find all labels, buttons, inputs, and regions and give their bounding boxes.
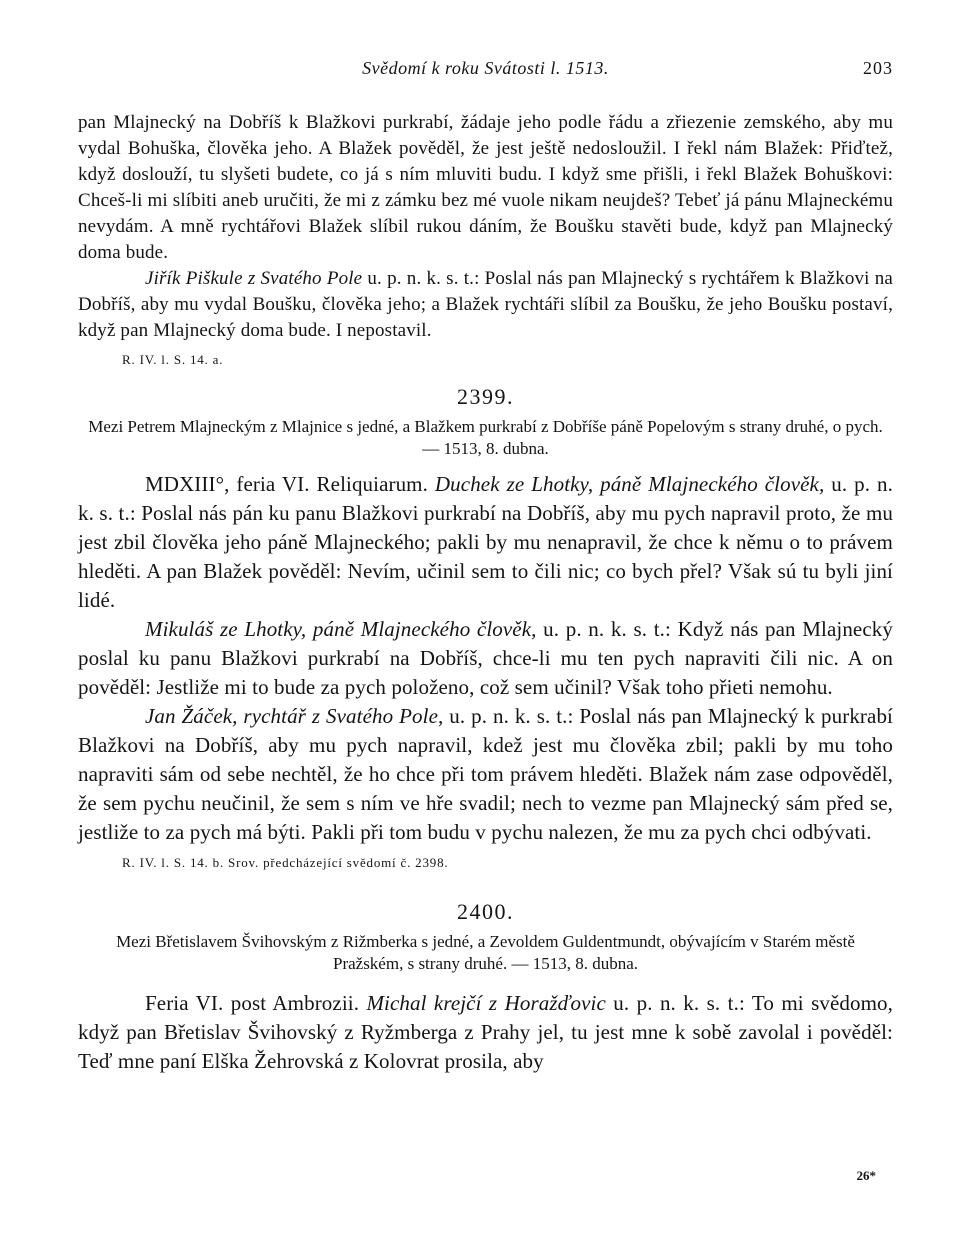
- running-head: [78, 58, 893, 88]
- witness-name: Duchek ze Lhotky, páně Mlajneckého člověk,: [434, 472, 825, 496]
- page-number: 203: [863, 58, 893, 78]
- doc2399-number: 2399.: [457, 384, 514, 409]
- witness-text: u. p. n. k. s. t.: Poslal nás pán ku panu Blažkovi purkrabí na Dobříš, aby mu pych napravil proto, že mu jest zbil člověka jeho páně Mlajneckého; pakli by mu nenapravil, že chce k němu o to právem hleděti. A pan Blažek pověděl: Nevím, učinil sem to čili nic; co bych přel? Však sú tu byli jiní lidé.: [78, 472, 893, 612]
- doc2400-regest: Mezi Břetislavem Švihovským z Rižmberka s jedné, a Zevoldem Guldentmundt, obývajícím v Starém městě Pražském, s strany druhé. — 1513, 8. dubna.: [116, 932, 855, 973]
- doc2400-number: 2400.: [457, 899, 514, 924]
- doc2400-paragraph-1: [78, 989, 893, 1076]
- date-text: Feria VI. post Ambrozii.: [145, 991, 367, 1015]
- document-page: [78, 58, 893, 1076]
- doc2399-citation: R. IV. l. S. 14. b. Srov. předcházející svědomí č. 2398.: [122, 855, 449, 870]
- doc2398-continuation: pan Mlajnecký na Dobříš k Blažkovi purkrabí, žádaje jeho podle řádu a zřiezenie zemského, aby mu vydal Bohuška, člověka jeho. A Blažek pověděl, že jest ještě nedosloužil. I řekl nám Blažek: Přiďtež, když doslouží, tu slyšeti budete, co já s ním mluviti budu. I když sme přišli, i řekl Blažek Bohuškovi: Chceš-li mi slíbiti aneb uručiti, že mi z zámku bez mé vuole nikam neujdeš? Tebeť já pánu Mlajneckému nevydám. A mně rychtářovi Blažek slíbil rukou dáním, že Boušku stavěti bude, když pan Mlajnecký doma bude.: [78, 112, 893, 263]
- witness-name: Jan Žáček, rychtář z Svatého Pole,: [145, 704, 444, 728]
- witness-text: u. p. n. k. s. t.: Když nás pan Mlajnecký poslal ku panu Blažkovi purkrabí na Dobříš, chce-li mu ten pych napraviti čili nic. A on pověděl: Jestliže mi to bude za pych položeno, což sem učinil? Však toho přieti nemohu.: [78, 617, 893, 699]
- witness-name: Mikuláš ze Lhotky, páně Mlajneckého člověk,: [145, 617, 537, 641]
- doc2399-paragraph-3: [78, 702, 893, 847]
- witness-text: u. p. n. k. s. t.: Poslal nás pan Mlajnecký s rychtářem k Blažkovi na Dobříš, aby mu vydal Boušku, člověka jeho; a Blažek rychtáři slíbil za Boušku, že jeho Boušku postaví, když pan Mlajnecký doma bude. I nepostavil.: [78, 268, 893, 341]
- doc2398-witness-paragraph: [78, 266, 893, 344]
- witness-text: u. p. n. k. s. t.: To mi svědomo, když pan Břetislav Švihovský z Ryžmberga z Prahy jel, tu jest mne k sobě zavolal i pověděl: Teď mne paní Elška Žehrovská z Kolovrat prosila, aby: [78, 991, 893, 1073]
- doc2398-citation: R. IV. l. S. 14. a.: [122, 352, 224, 367]
- witness-name: Jiřík Piškule z Svatého Pole: [145, 268, 363, 289]
- doc2399-regest: Mezi Petrem Mlajneckým z Mlajnice s jedné, a Blažkem purkrabí z Dobříše páně Popelovým s strany druhé, o pych. — 1513, 8. dubna.: [88, 417, 883, 458]
- running-title: Svědomí k roku Svátosti l. 1513.: [362, 58, 609, 78]
- signature-mark: 26*: [856, 1168, 876, 1183]
- witness-name: Michal krejčí z Horažďovic: [366, 991, 606, 1015]
- date-text: MDXIII°, feria VI. Reliquiarum.: [145, 472, 435, 496]
- doc2399-paragraph-2: [78, 615, 893, 702]
- doc2399-paragraph-1: [78, 470, 893, 615]
- witness-text: u. p. n. k. s. t.: Poslal nás pan Mlajnecký k purkrabí Blažkovi na Dobříš, aby mu pych napravil, kdež jest mu člověka zbil; pakli by mu toho napraviti sám od sebe nechtěl, že ho chce při tom právem hleděti. Blažek nám zase odpověděl, že sem pychu neučinil, že sem s ním ve hře svadil; nech to vezme pan Mlajnecký sám před se, jestliže to za pych má býti. Pakli při tom budu v pychu nalezen, že mu za pych chci odbývati.: [78, 704, 893, 844]
